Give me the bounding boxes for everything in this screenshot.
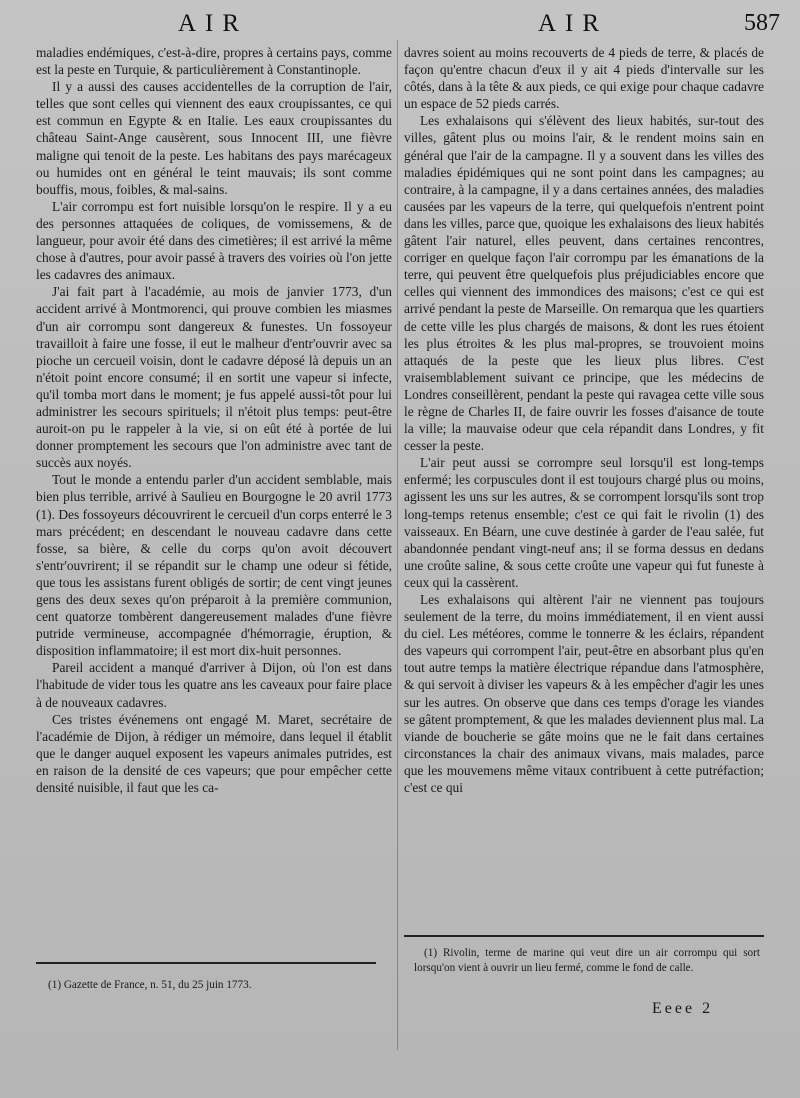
- footnote-right: (1) Rivolin, terme de marine qui veut dire un air corrompu qui sort lorsqu'on vient à ouvrir un lieu fermé, comme le fond de calle.: [414, 947, 760, 974]
- right-column: [404, 44, 764, 796]
- paragraph: maladies endémiques, c'est-à-dire, propres à certains pays, comme est la peste en Turquie, & particulièrement à Constantinople.: [36, 45, 392, 78]
- page-number: 587: [744, 10, 780, 36]
- paragraph: Il y a aussi des causes accidentelles de la corruption de l'air, telles que sont celles qui viennent des eaux croupissantes, ce qui est commun en Egypte & en Italie. Les eaux croupissantes du château Saint-Ange causèrent, sous Innocent III, une fièvre maligne qui tenoit de la peste. Les habitans des pays marécageux ou humides ont en général le teint mauvais; ils sont comme bouffis, mous, foibles, & mal-sains.: [36, 79, 392, 197]
- footnote-rule-right: [404, 935, 764, 937]
- running-head-right: AIR: [538, 10, 609, 37]
- signature-mark: Eeee 2: [652, 1000, 714, 1017]
- paragraph: davres soient au moins recouverts de 4 pieds de terre, & placés de façon qu'entre chacun d'eux il y ait 4 pieds d'intervalle sur les côtés, dans à la tête & aux pieds, ce qui exige pour chaque cadavre un espace de 52 pieds carrés.: [404, 45, 764, 112]
- paragraph: Ces tristes événemens ont engagé M. Maret, secrétaire de l'académie de Dijon, à rédiger un mémoire, dans lequel il établit que le danger auquel exposent les vapeurs animales putrides, est en raison de la densité de ces vapeurs; que pour empêcher cette densité nuisible, il faut que les ca-: [36, 711, 392, 796]
- footnote-rule-left: [36, 962, 376, 964]
- paragraph: Les exhalaisons qui s'élèvent des lieux habités, sur-tout des villes, gâtent plus ou moins l'air, & le rendent moins sain en général que l'air de la campagne. Il y a souvent dans les villes des maladies épidémiques qui ne sont point dans les campagnes; au contraire, à la campagne, il y a dans certaines années, des maladies causées par les vapeurs de la terre, qui quelquefois n'entrent point dans les villes, parce que, quoique les exhalaisons des lieux habités gâtent l'air naturel, elles peuvent, dans certaines rencontres, corriger en quelque façon l'air corrompu par les émanations de la terre, qui peuvent être quelquefois plus préjudiciables encore que celles qui viennent des immondices des maisons; c'est ce qui est arrivé pendant la peste de Marseille. On remarqua que les quartiers de cette ville les plus chargés de maisons, & dont les rues étoient les plus étroites & les plus mal-propres, se trouvoient moins attaqués de la peste que les lieux plus libres. C'est vraisemblablement suivant ce principe, que les médecins de Londres conseillèrent, pendant la peste qui ravagea cette ville sous le règne de Charles II, de faire ouvrir les fosses d'aisance de toute la ville; la mauvaise odeur que cela répandit dans Londres, y fit cesser la peste.: [404, 113, 764, 454]
- paragraph: Pareil accident a manqué d'arriver à Dijon, où l'on est dans l'habitude de vider tous les quatre ans les caveaux pour faire place à de nouveaux cadavres.: [36, 660, 392, 710]
- paragraph: J'ai fait part à l'académie, au mois de janvier 1773, d'un accident arrivé à Montmorenci, qui prouve combien les miasmes d'un air corrompu sont dangereux & funestes. Un fossoyeur travailloit à faire une fosse, il eut le malheur d'entr'ouvrir avec sa pioche un cercueil voisin, dont le cadavre déposé là depuis un an n'étoit point encore consumé; il en sortit une vapeur si infecte, qu'il tomba mort dans le moment; je fus appelé aussi-tôt pour lui administrer les secours spirituels; il n'étoit plus temps: peut-être auroit-on pu le rappeler à la vie, si on eût été à portée de lui donner promptement les secours que l'on administre avec tant de succès aux noyés.: [36, 284, 392, 471]
- paragraph: L'air peut aussi se corrompre seul lorsqu'il est long-temps enfermé; les corpuscules dont il est toujours chargé plus ou moins, agissent les uns sur les autres, & se corrompent lorsqu'ils sont trop long-temps retenus ensemble; c'est ce qui fait le rivolin (1) des vaisseaux. En Béarn, une cuve destinée à garder de l'eau salée, fut abandonnée pendant vingt-neuf ans; il se forma dessus en dedans une croûte saline, & sous cette croûte une vapeur qui fut funeste à ceux qui la cassèrent.: [404, 455, 764, 590]
- column-divider: [397, 40, 398, 1050]
- running-head-left: AIR: [178, 10, 249, 37]
- paragraph: L'air corrompu est fort nuisible lorsqu'on le respire. Il y a eu des personnes attaquées de coliques, de vomissemens, & de langueur, pour avoir été dans des cimetières; il est arrivé la même chose à d'autres, pour avoir passé à travers des voiries où l'on jette les cadavres des animaux.: [36, 198, 392, 283]
- left-column: [36, 44, 392, 796]
- footnote-left: (1) Gazette de France, n. 51, du 25 juin 1773.: [48, 979, 252, 991]
- paragraph: Tout le monde a entendu parler d'un accident semblable, mais bien plus terrible, arrivé à Saulieu en Bourgogne le 20 avril 1773 (1). Des fossoyeurs découvrirent le cercueil d'un corps enterré le 3 mars précédent; en descendant le nouveau cadavre dans cette fosse, sa bière, & celle du corps qu'on avoit découvert s'entr'ouvrirent; il se répandit sur le champ une odeur si fétide, que tous les assistans furent obligés de sortir; de cent vingt jeunes gens des deux sexes qu'on préparoit à la première communion, cent quatorze tombèrent dangereusement malades d'une fièvre putride vermineuse, accompagnée d'hémorragie, éruption, & disposition inflammatoire; il est mort dix-huit personnes.: [36, 472, 392, 659]
- paragraph: Les exhalaisons qui altèrent l'air ne viennent pas toujours seulement de la terre, du moins immédiatement, il en vient aussi du ciel. Les météores, comme le tonnerre & les éclairs, répandent des vapeurs qui corrompent l'air, peut-être en absorbant plus qu'en tout autre temps la matière électrique répandue dans l'atmosphère, & qui servoit à diviser les vapeurs & à les empêcher d'agir les unes sur les autres. On observe que dans ces temps d'orage les viandes se gâtent promptement, & que les malades deviennent plus mal. La viande de boucherie se gâte moins que ne le fait dans certaines circonstances la chair des animaux vivans, mais malades, parce que les mouvemens même vitaux contribuent à cette putréfaction; c'est ce qui: [404, 592, 764, 796]
